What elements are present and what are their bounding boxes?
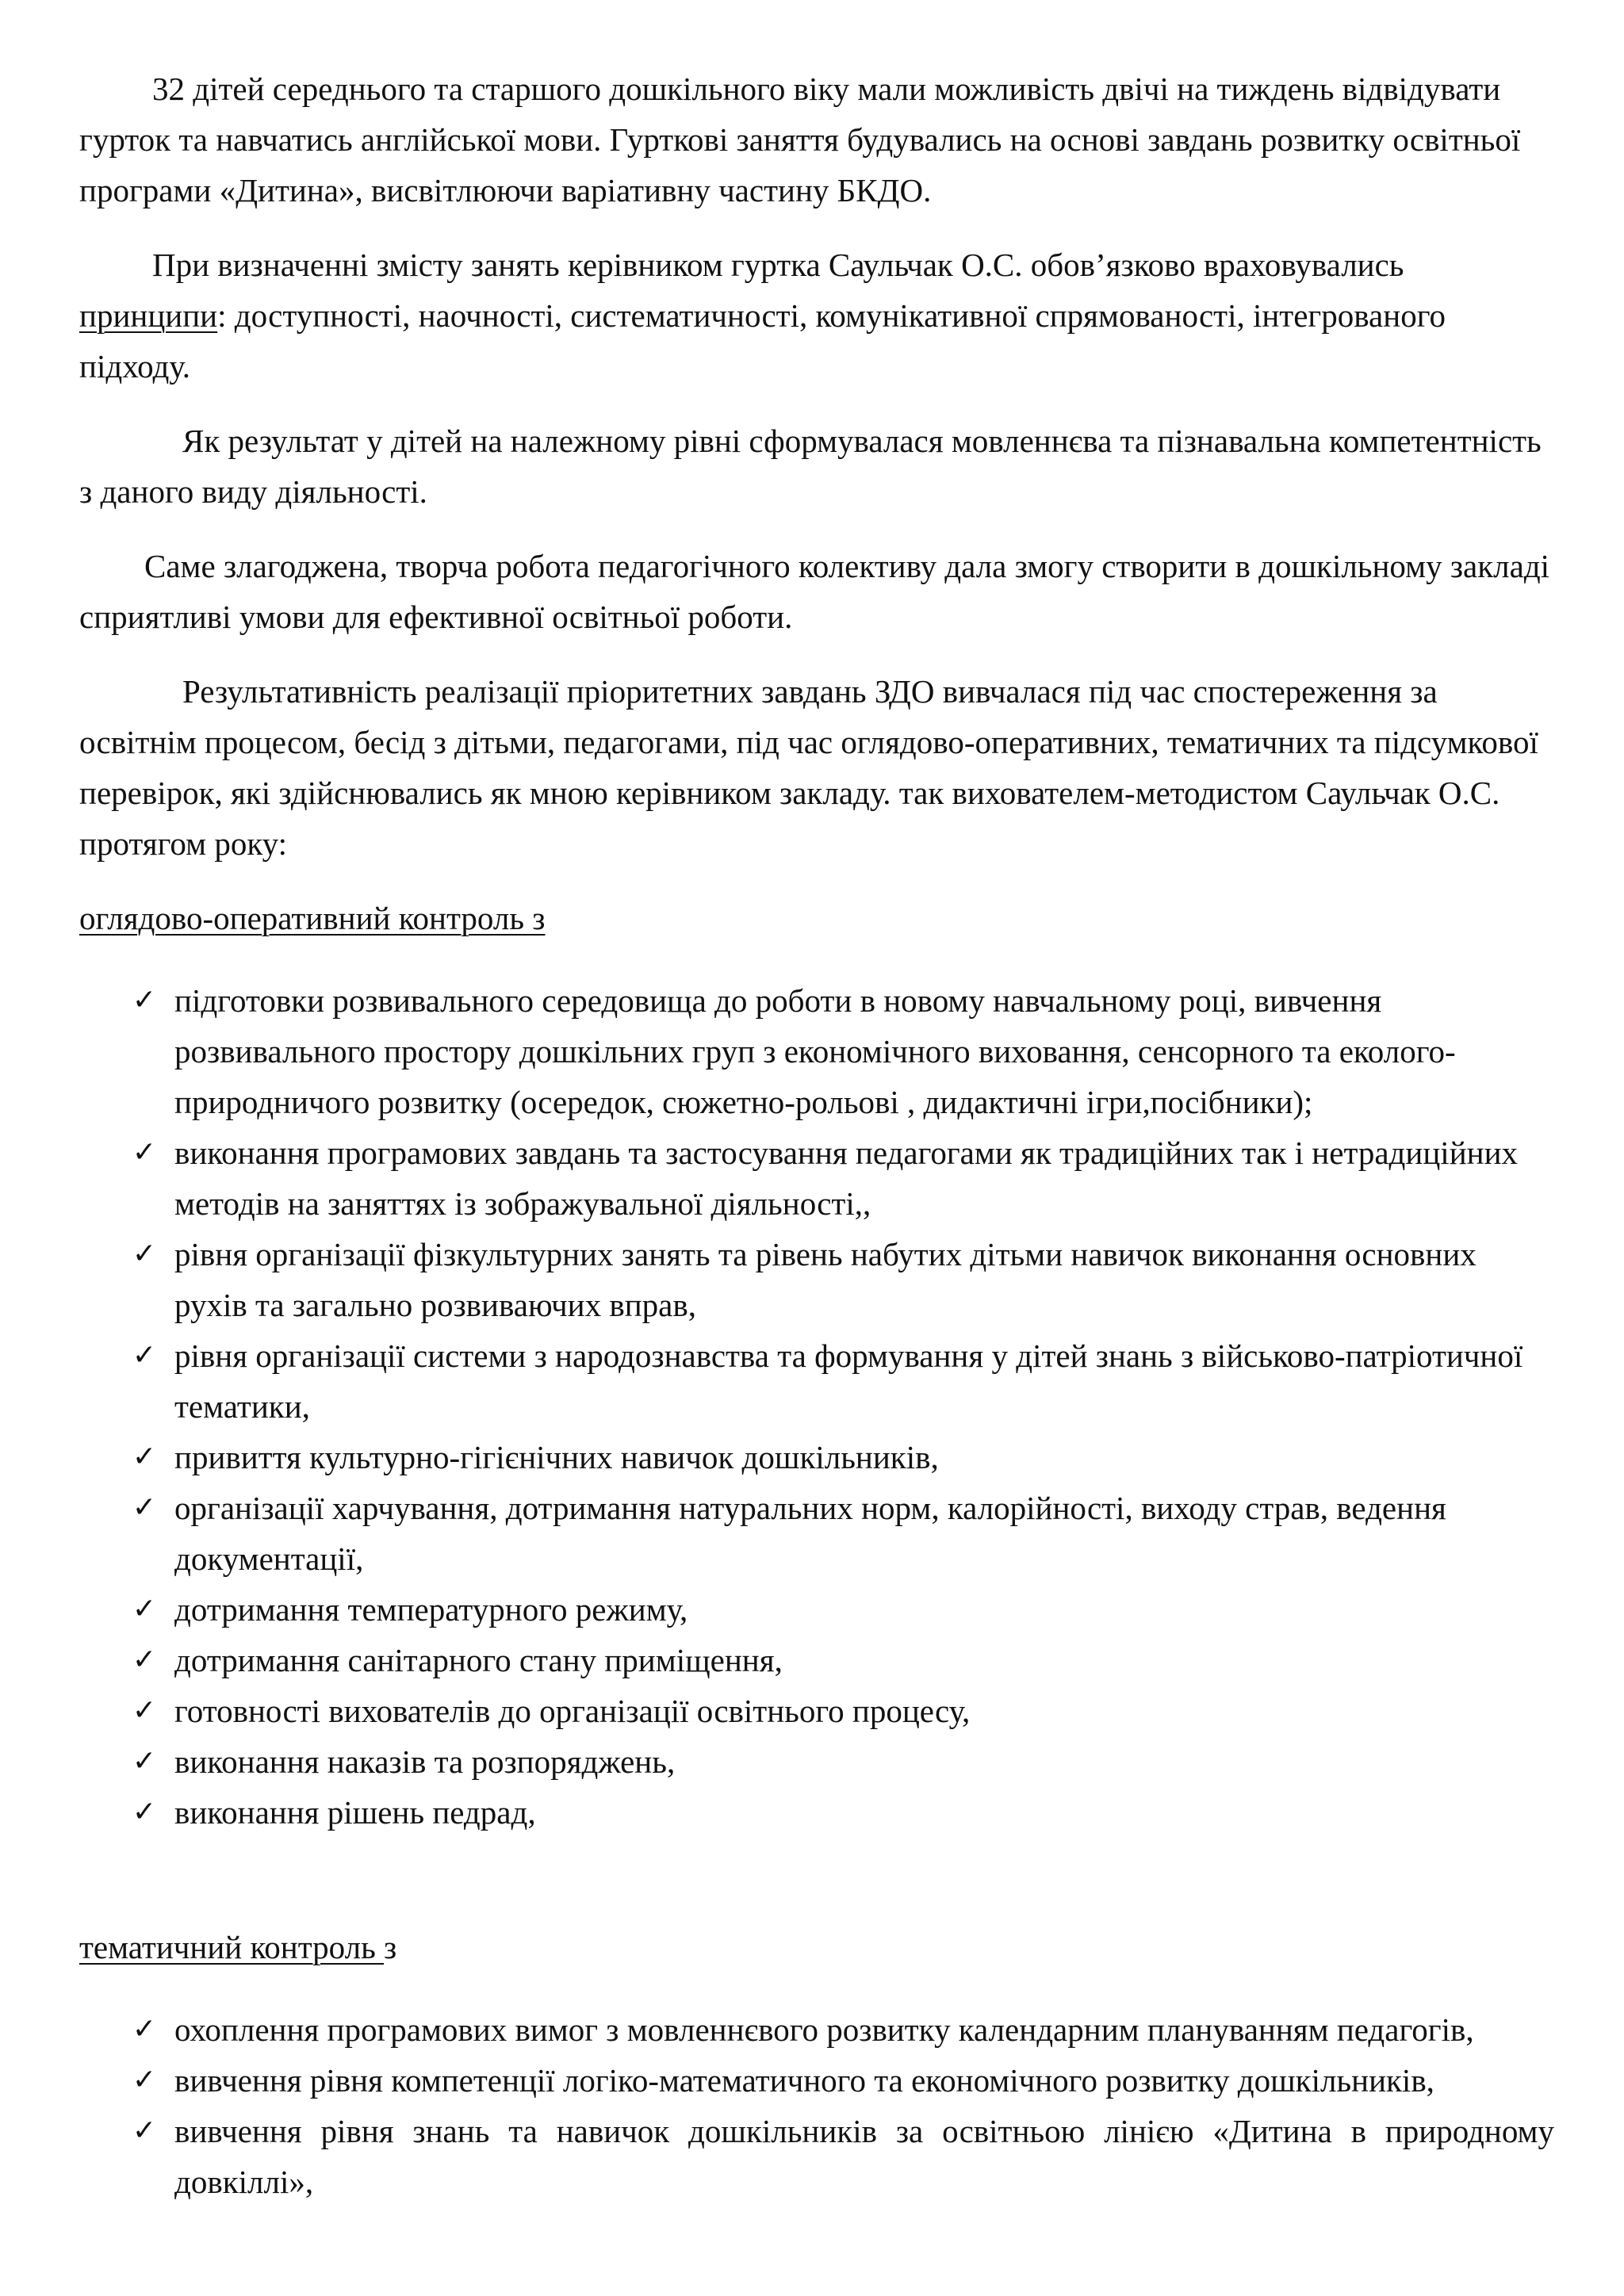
list-item-text: виконання наказів та розпоряджень, — [174, 1743, 676, 1780]
checkmark-icon: ✓ — [132, 1441, 157, 1473]
list-item — [79, 1483, 1554, 1584]
list-item-text: підготовки розвивального середовища до роботи в новому навчальному році, вивчення розвивального простору дошкільних груп з економічного виховання, сенсорного та еколого-природничого розвитку (осередок, сюжетно-рольові , дидактичні ігри,посібники); — [174, 982, 1456, 1120]
checkmark-icon: ✓ — [132, 1745, 157, 1777]
list-item — [79, 2055, 1554, 2106]
checkmark-icon: ✓ — [132, 2064, 157, 2096]
list-item-text: виконання рішень педрад, — [174, 1794, 536, 1831]
operational-control-list — [79, 975, 1554, 1838]
checkmark-icon: ✓ — [132, 2114, 157, 2147]
list-item-text: охоплення програмових вимог з мовленнєвого розвитку календарним плануванням педагогів, — [174, 2011, 1474, 2048]
list-item-text: готовності вихователів до організації освітнього процесу, — [174, 1693, 971, 1729]
checkmark-icon: ✓ — [132, 1339, 157, 1372]
paragraph-effectiveness: Результативність реалізації пріоритетних завдань ЗДО вивчалася під час спостереження за освітнім процесом, бесід з дітьми, педагогами, під час оглядово-оперативних, тематичних та підсумкової перевірок, які здійснювались як мною керівником закладу. так вихователем-методистом Саульчак О.С. протягом року: — [79, 673, 1538, 862]
list-item-text: вивчення рівня компетенції логіко-математичного та економічного розвитку дошкільників, — [174, 2062, 1434, 2099]
list-item-text: рівня організації фізкультурних занять та рівень набутих дітьми навичок виконання основних рухів та загально розвиваючих вправ, — [174, 1236, 1477, 1323]
list-item-text: дотримання санітарного стану приміщення, — [174, 1642, 783, 1678]
list-item-text: дотримання температурного режиму, — [174, 1591, 688, 1628]
list-item-text: привиття культурно-гігієнічних навичок дошкільників, — [174, 1439, 939, 1475]
checkmark-icon: ✓ — [132, 1238, 157, 1270]
checkmark-icon: ✓ — [132, 1491, 157, 1524]
thematic-control-list — [79, 2004, 1554, 2207]
list-item-text: виконання програмових завдань та застосування педагогами як традиційних так і нетрадиційних методів на заняттях із зображувальної діяльності,, — [174, 1135, 1519, 1222]
list-item — [79, 1432, 1554, 1483]
list-item — [79, 1686, 1554, 1736]
list-item-text: рівня організації системи з народознавства та формування у дітей знань з військово-патріотичної тематики, — [174, 1337, 1523, 1425]
document-page — [79, 63, 1554, 2207]
list-item — [79, 1736, 1554, 1787]
list-item — [79, 1229, 1554, 1330]
thematic-control-heading: тематичний контроль з — [79, 1929, 397, 1965]
list-item — [79, 1127, 1554, 1229]
list-item — [79, 2106, 1554, 2207]
list-item — [79, 1787, 1554, 1838]
paragraph-english-club: 32 дітей середнього та старшого дошкільного віку мали можливість двічі на тиждень відвідувати гурток та навчатись англійської мови. Гурткові заняття будувались на основі завдань розвитку освітньої програми «Дитина», висвітлюючи варіативну частину БКДО. — [79, 71, 1521, 209]
list-item-text: організації харчування, дотримання натуральних норм, калорійності, виходу страв, ведення документації, — [174, 1490, 1446, 1577]
checkmark-icon: ✓ — [132, 2013, 157, 2045]
checkmark-icon: ✓ — [132, 1136, 157, 1169]
operational-control-heading: оглядово-оперативний контроль з — [79, 900, 546, 936]
list-item — [79, 975, 1554, 1127]
checkmark-icon: ✓ — [132, 1644, 157, 1676]
list-item — [79, 2004, 1554, 2055]
checkmark-icon: ✓ — [132, 1796, 157, 1828]
checkmark-icon: ✓ — [132, 984, 157, 1016]
list-item — [79, 1635, 1554, 1686]
checkmark-icon: ✓ — [132, 1694, 157, 1727]
spacer — [79, 1838, 1554, 1909]
list-item — [79, 1330, 1554, 1432]
underlined-principles: принципи — [79, 297, 218, 334]
paragraph-principles: При визначенні змісту занять керівником гуртка Саульчак О.С. обов’язково враховувались принципи: доступності, наочності, систематичності, комунікативної спрямованості, інтегрованого підходу. — [79, 247, 1446, 385]
list-item-text: вивчення рівня знань та навичок дошкільників за освітньою лінією «Дитина в природному довкіллі», — [174, 2113, 1554, 2200]
list-item — [79, 1584, 1554, 1635]
paragraph-team-work: Саме злагоджена, творча робота педагогічного колективу дала змогу створити в дошкільному закладі сприятливі умови для ефективної освітньої роботи. — [79, 548, 1550, 635]
paragraph-result: Як результат у дітей на належному рівні сформувалася мовленнєва та пізнавальна компетентність з даного виду діяльності. — [79, 423, 1542, 510]
checkmark-icon: ✓ — [132, 1593, 157, 1625]
